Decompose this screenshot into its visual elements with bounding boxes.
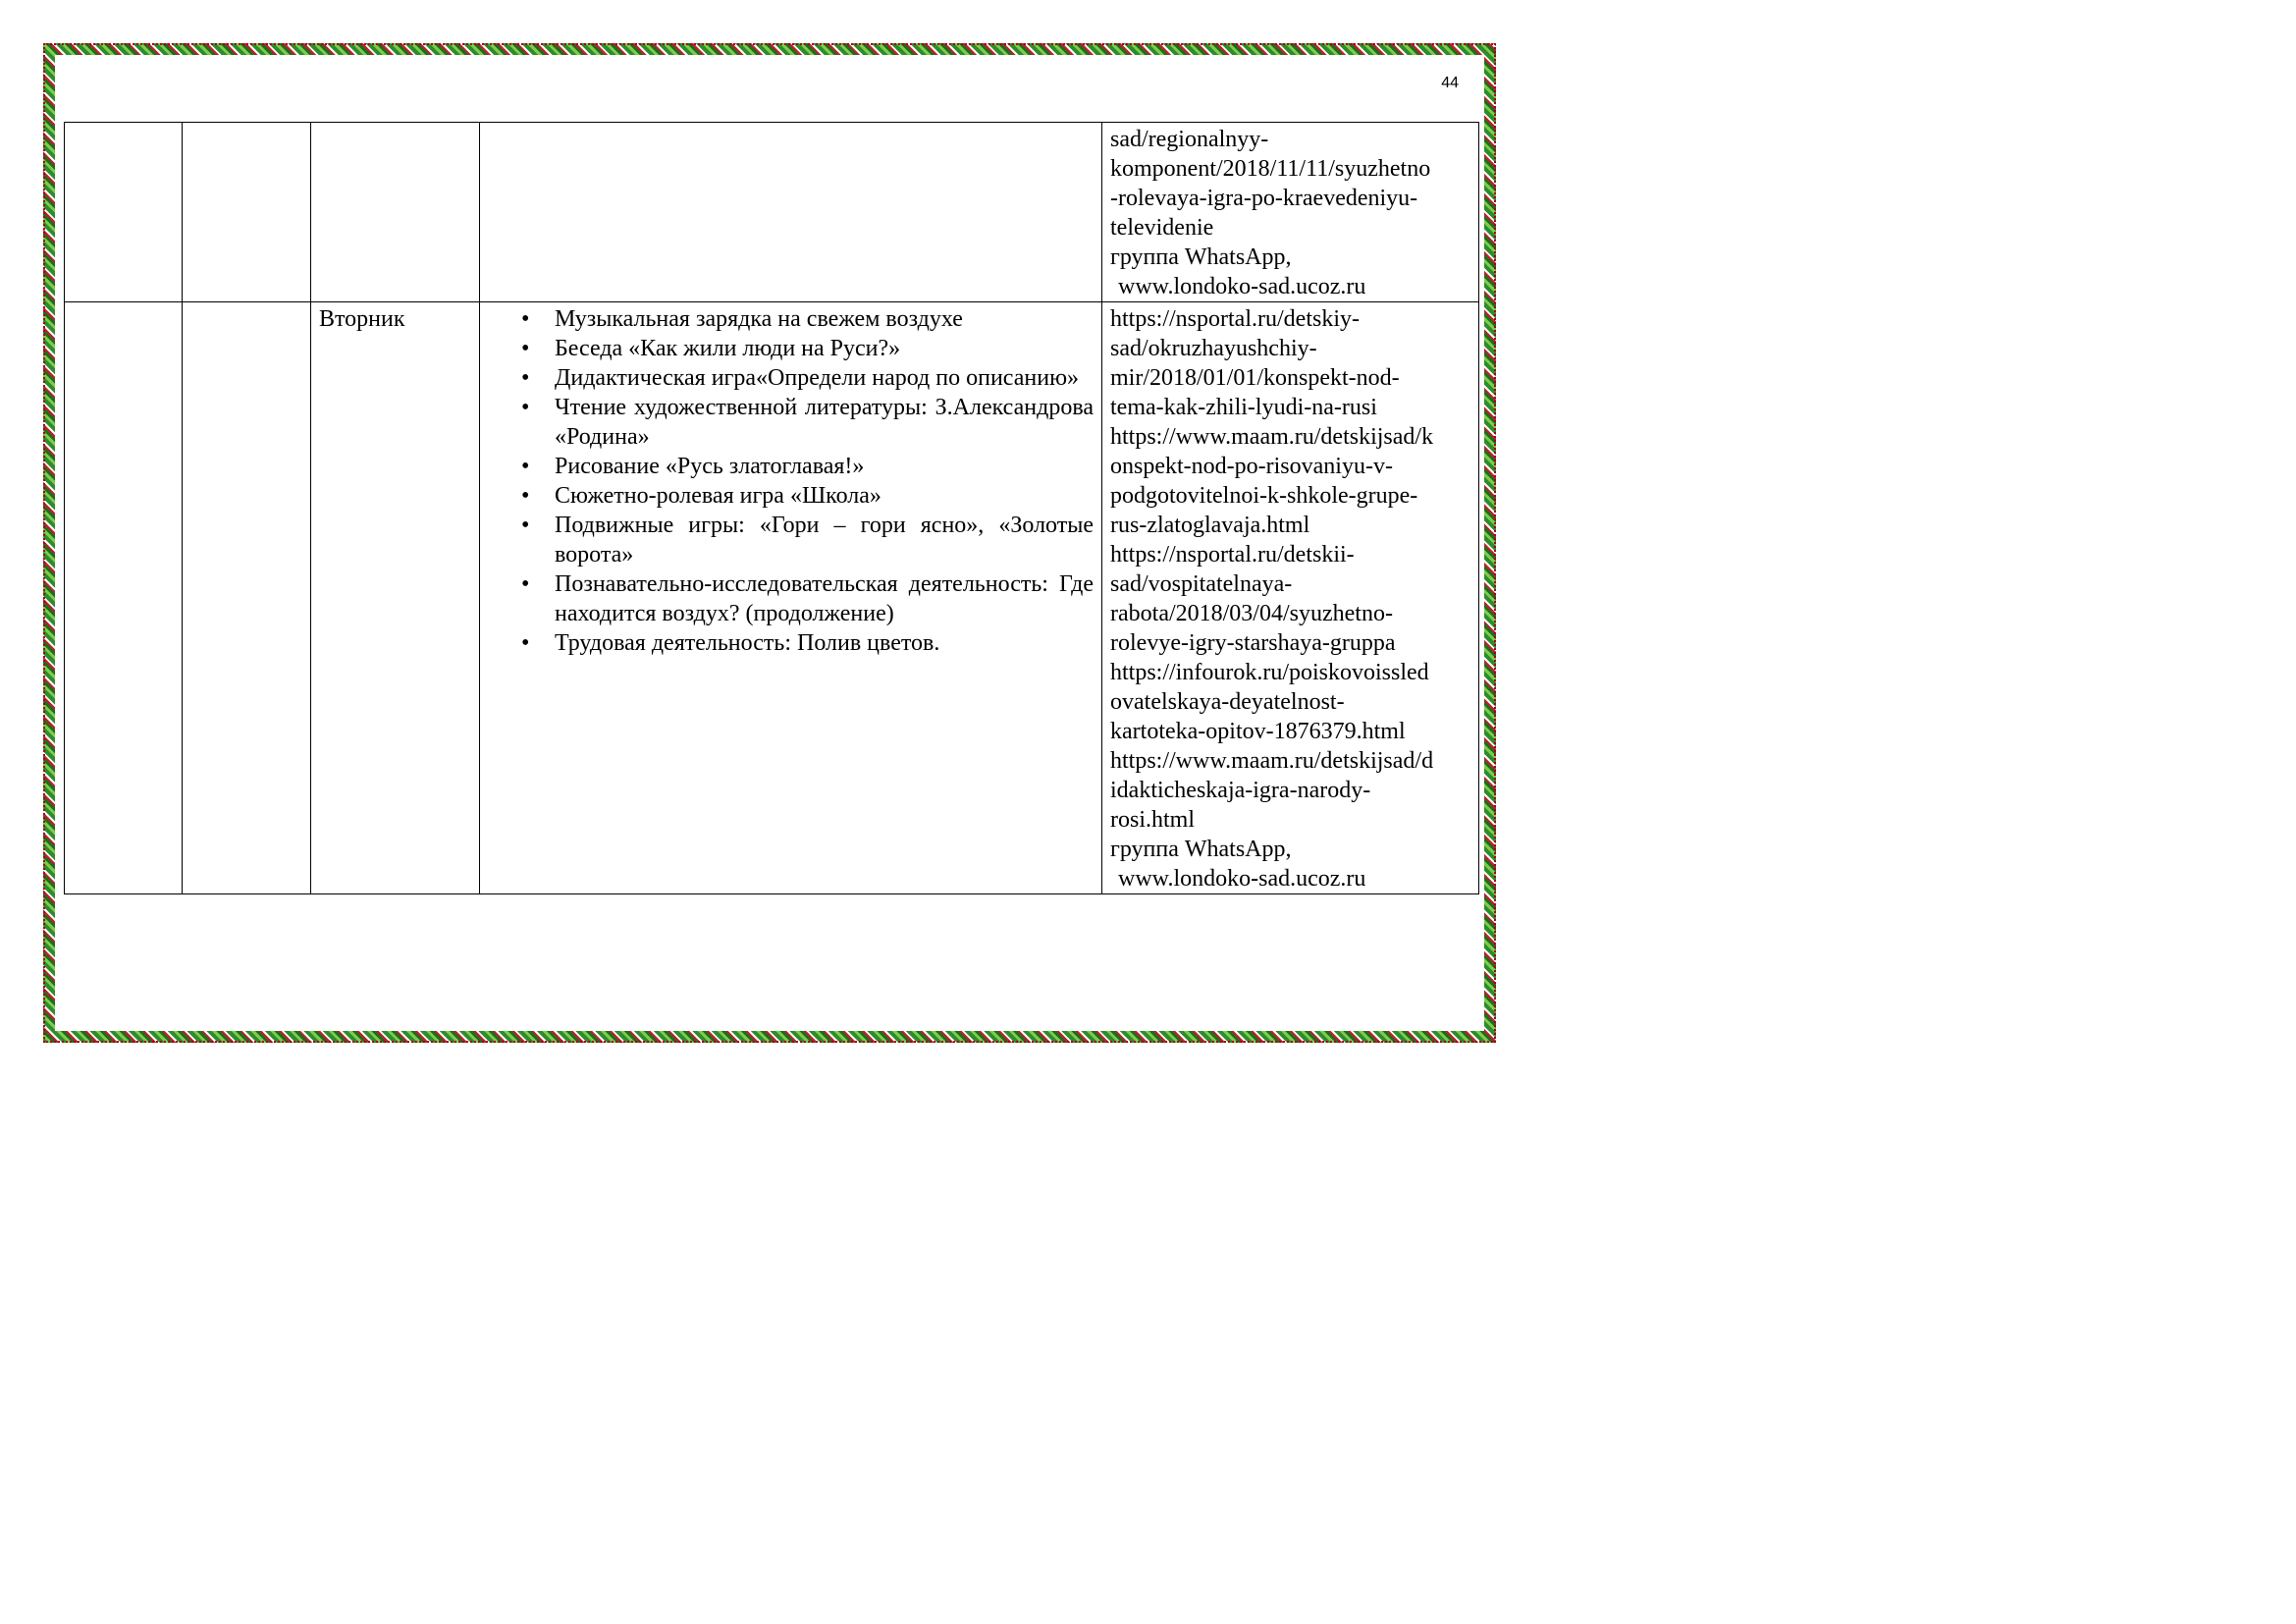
link-line[interactable]: https://nsportal.ru/detskii- — [1110, 542, 1355, 568]
page-number: 44 — [1441, 75, 1459, 91]
list-item: • Познавательно-исследовательская деятельность: Где находится воздух? (продолжение) — [555, 569, 1094, 628]
table-row — [65, 123, 1479, 302]
link-line[interactable]: idakticheskaja-igra-narody- — [1110, 778, 1371, 803]
list-item: • Музыкальная зарядка на свежем воздухе — [555, 304, 1094, 334]
day-label: Вторник — [319, 306, 405, 332]
site-link[interactable]: www.londoko-sad.ucoz.ru — [1118, 274, 1366, 299]
links-cell — [1102, 302, 1479, 894]
link-line[interactable]: rosi.html — [1110, 807, 1196, 833]
link-line[interactable]: sad/vospitatelnaya- — [1110, 571, 1293, 597]
table-cell-empty — [65, 123, 183, 302]
activity-plan-table — [64, 122, 1479, 894]
table-row — [65, 302, 1479, 894]
activities-cell — [480, 302, 1102, 894]
list-item: • Дидактическая игра«Определи народ по описанию» — [555, 363, 1094, 393]
site-link[interactable]: www.londoko-sad.ucoz.ru — [1118, 866, 1366, 892]
link-line[interactable]: onspekt-nod-po-risovaniyu-v- — [1110, 454, 1393, 479]
link-line[interactable]: tema-kak-zhili-lyudi-na-rusi — [1110, 395, 1377, 420]
link-line[interactable]: kartoteka-opitov-1876379.html — [1110, 719, 1406, 744]
list-item: • Трудовая деятельность: Полив цветов. — [555, 628, 1094, 658]
list-item: • Чтение художественной литературы: З.Александрова «Родина» — [555, 393, 1094, 452]
link-line[interactable]: rus-zlatoglavaja.html — [1110, 513, 1310, 538]
link-line[interactable]: rabota/2018/03/04/syuzhetno- — [1110, 601, 1393, 626]
whatsapp-group-text: группа WhatsApp, — [1110, 837, 1292, 862]
table-cell-empty — [183, 123, 311, 302]
whatsapp-group-text: группа WhatsApp, — [1110, 244, 1292, 270]
link-line[interactable]: https://www.maam.ru/detskijsad/d — [1110, 748, 1434, 774]
table-cell-empty — [65, 302, 183, 894]
link-line[interactable]: https://infourok.ru/poiskovoissled — [1110, 660, 1429, 685]
activities-cell — [480, 123, 1102, 302]
link-line[interactable]: komponent/2018/11/11/syuzhetno — [1110, 156, 1431, 182]
link-line[interactable]: podgotovitelnoi-k-shkole-grupe- — [1110, 483, 1418, 509]
links-cell — [1102, 123, 1479, 302]
link-line[interactable]: mir/2018/01/01/konspekt-nod- — [1110, 365, 1400, 391]
list-item: • Рисование «Русь златоглавая!» — [555, 452, 1094, 481]
link-line[interactable]: https://www.maam.ru/detskijsad/k — [1110, 424, 1434, 450]
day-cell — [311, 123, 480, 302]
link-line[interactable]: -rolevaya-igra-po-kraevedeniyu- — [1110, 186, 1418, 211]
list-item: • Сюжетно-ролевая игра «Школа» — [555, 481, 1094, 511]
link-line[interactable]: ovatelskaya-deyatelnost- — [1110, 689, 1345, 715]
day-cell — [311, 302, 480, 894]
table-cell-empty — [183, 302, 311, 894]
activities-list — [488, 304, 1094, 658]
link-line[interactable]: sad/okruzhayushchiy- — [1110, 336, 1317, 361]
link-line[interactable]: https://nsportal.ru/detskiy- — [1110, 306, 1360, 332]
link-line[interactable]: televidenie — [1110, 215, 1214, 241]
list-item: • Беседа «Как жили люди на Руси?» — [555, 334, 1094, 363]
link-line[interactable]: rolevye-igry-starshaya-gruppa — [1110, 630, 1396, 656]
list-item: • Подвижные игры: «Гори – гори ясно», «Золотые ворота» — [555, 511, 1094, 569]
link-line[interactable]: sad/regionalnyy- — [1110, 127, 1269, 152]
